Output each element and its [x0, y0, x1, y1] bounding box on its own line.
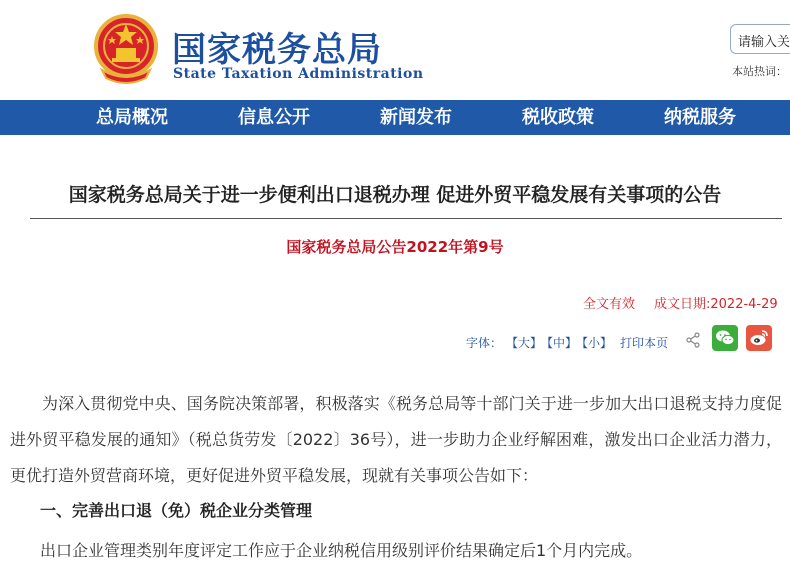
font-small-link[interactable]: 【小】 — [576, 336, 613, 350]
article-paragraph-2: 出口企业管理类别年度评定工作应于企业纳税信用级别评价结果确定后1个月内完成。 — [40, 541, 643, 560]
print-link[interactable]: 打印本页 — [620, 336, 669, 350]
nav-item-news[interactable]: 新闻发布 — [380, 107, 452, 128]
font-large-link[interactable]: 【大】 — [506, 336, 543, 350]
document-number: 国家税务总局公告2022年第9号 — [286, 238, 504, 256]
site-logo-english[interactable]: State Taxation Administration — [173, 66, 424, 82]
nav-item-tax-policy[interactable]: 税收政策 — [522, 107, 594, 128]
font-size-label: 字体： — [466, 336, 503, 350]
site-header — [0, 0, 790, 100]
share-icon[interactable] — [686, 332, 700, 348]
main-nav — [0, 100, 790, 135]
nav-item-info-disclosure[interactable]: 信息公开 — [238, 107, 310, 128]
site-logo-chinese[interactable]: 国家税务总局 — [172, 30, 382, 70]
wechat-icon[interactable] — [712, 325, 738, 351]
validity-status: 全文有效 — [583, 297, 636, 312]
font-medium-link[interactable]: 【中】 — [541, 336, 578, 350]
weibo-icon[interactable] — [746, 325, 772, 351]
article-paragraph-1: 为深入贯彻党中央、国务院决策部署，积极落实《税务总局等十部门关于进一步加大出口退税支持力度促进外贸平稳发展的通知》（税总货劳发〔2022〕36号），进一步助力企业纾解困难，激发出口企业活力潜力，更优打造外贸营商环境，更好促进外贸平稳发展，现就有关事项公告如下： — [10, 394, 782, 485]
document-date: 成文日期:2022-4-29 — [654, 297, 778, 312]
nav-item-overview[interactable]: 总局概况 — [96, 107, 168, 128]
nav-item-taxpayer-service[interactable]: 纳税服务 — [664, 107, 736, 128]
search-input[interactable]: 请输入关 — [730, 24, 790, 54]
section-heading-1: 一、完善出口退（免）税企业分类管理 — [40, 501, 313, 520]
hot-words-label: 本站热词： — [732, 65, 787, 78]
title-divider — [30, 218, 782, 219]
page-title: 国家税务总局关于进一步便利出口退税办理 促进外贸平稳发展有关事项的公告 — [68, 184, 722, 206]
national-emblem-icon — [92, 12, 160, 84]
